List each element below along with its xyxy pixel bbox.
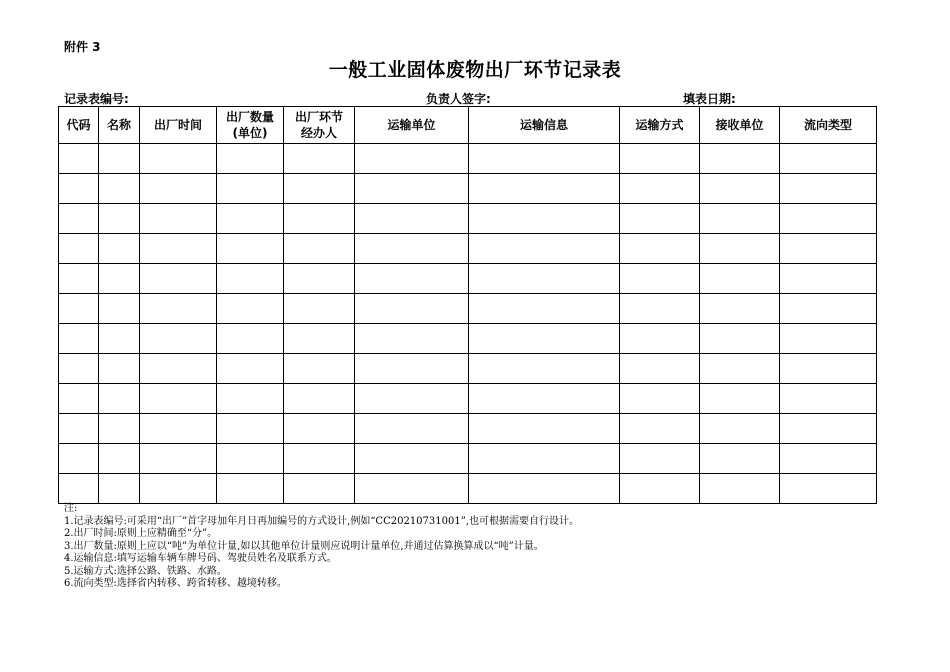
table-cell[interactable] [469, 174, 620, 204]
table-cell[interactable] [217, 144, 284, 174]
table-cell[interactable] [99, 324, 140, 354]
table-cell[interactable] [99, 444, 140, 474]
table-cell[interactable] [620, 144, 700, 174]
table-cell[interactable] [99, 144, 140, 174]
table-cell[interactable] [700, 384, 780, 414]
table-cell[interactable] [620, 174, 700, 204]
table-cell[interactable] [620, 324, 700, 354]
table-cell[interactable] [700, 144, 780, 174]
note-item: 4.运输信息:填写运输车辆车牌号码、驾驶员姓名及联系方式。 [64, 553, 337, 564]
annex-label: 附件 3 [64, 40, 101, 54]
table-cell[interactable] [59, 234, 99, 264]
column-header-line1: 出厂数量 [225, 110, 274, 124]
table-cell[interactable] [59, 294, 99, 324]
table-cell[interactable] [99, 264, 140, 294]
table-row [59, 294, 877, 324]
column-header [700, 107, 780, 144]
table-cell[interactable] [780, 444, 877, 474]
table-cell[interactable] [700, 204, 780, 234]
table-cell[interactable] [284, 474, 355, 504]
note-item: 6.流向类型:选择省内转移、跨省转移、越境转移。 [64, 578, 287, 589]
table-cell[interactable] [355, 174, 469, 204]
table-cell[interactable] [140, 204, 217, 234]
table-cell[interactable] [780, 294, 877, 324]
table-cell[interactable] [217, 204, 284, 234]
table-cell[interactable] [284, 414, 355, 444]
table-cell[interactable] [59, 204, 99, 234]
table-cell[interactable] [59, 144, 99, 174]
table-cell[interactable] [140, 174, 217, 204]
table-cell[interactable] [620, 234, 700, 264]
table-cell[interactable] [59, 174, 99, 204]
table-cell[interactable] [700, 234, 780, 264]
table-cell[interactable] [780, 414, 877, 444]
column-header [217, 107, 284, 144]
record-table [58, 106, 877, 504]
column-header-line1: 流向类型 [803, 118, 852, 132]
table-cell[interactable] [780, 264, 877, 294]
table-cell[interactable] [355, 474, 469, 504]
table-cell[interactable] [469, 294, 620, 324]
table-cell[interactable] [700, 474, 780, 504]
table-cell[interactable] [99, 354, 140, 384]
table-cell[interactable] [59, 324, 99, 354]
table-cell[interactable] [469, 234, 620, 264]
table-cell[interactable] [140, 414, 217, 444]
table-cell[interactable] [469, 264, 620, 294]
table-cell[interactable] [700, 324, 780, 354]
table-row [59, 264, 877, 294]
table-cell[interactable] [355, 384, 469, 414]
note-item: 5.运输方式:选择公路、铁路、水路。 [64, 565, 227, 577]
table-cell[interactable] [355, 144, 469, 174]
table-cell[interactable] [355, 204, 469, 234]
table-cell[interactable] [780, 204, 877, 234]
table-cell[interactable] [99, 174, 140, 204]
table-cell[interactable] [217, 414, 284, 444]
table-cell[interactable] [355, 414, 469, 444]
table-cell[interactable] [780, 384, 877, 414]
column-header [780, 107, 877, 144]
table-cell[interactable] [217, 264, 284, 294]
table-cell[interactable] [284, 234, 355, 264]
table-cell[interactable] [700, 174, 780, 204]
column-header [284, 107, 355, 144]
table-cell[interactable] [59, 384, 99, 414]
table-cell[interactable] [140, 234, 217, 264]
table-cell[interactable] [217, 354, 284, 384]
table-cell[interactable] [217, 294, 284, 324]
table-cell[interactable] [355, 324, 469, 354]
table-row [59, 384, 877, 414]
table-cell[interactable] [780, 474, 877, 504]
table-cell[interactable] [700, 354, 780, 384]
table-cell[interactable] [620, 474, 700, 504]
table-cell[interactable] [284, 174, 355, 204]
table-cell[interactable] [284, 354, 355, 384]
notes-section [64, 503, 579, 591]
table-row [59, 354, 877, 384]
table-cell[interactable] [469, 384, 620, 414]
table-cell[interactable] [620, 384, 700, 414]
column-header-line1: 运输方式 [635, 118, 684, 132]
table-cell[interactable] [99, 234, 140, 264]
column-header [140, 107, 217, 144]
column-header-line1: 出厂环节 [294, 110, 343, 124]
column-header-line1: 运输单位 [387, 118, 436, 132]
table-cell[interactable] [99, 474, 140, 504]
table-cell[interactable] [469, 414, 620, 444]
table-cell[interactable] [217, 324, 284, 354]
table-body [59, 144, 877, 504]
table-cell[interactable] [59, 444, 99, 474]
table-cell[interactable] [217, 444, 284, 474]
table-cell[interactable] [355, 354, 469, 384]
table-cell[interactable] [780, 354, 877, 384]
table-cell[interactable] [140, 324, 217, 354]
table-cell[interactable] [469, 444, 620, 474]
column-header [99, 107, 140, 144]
table-cell[interactable] [99, 204, 140, 234]
column-header-line1: 接收单位 [715, 118, 764, 132]
notes-heading: 注: [64, 503, 78, 514]
table-cell[interactable] [355, 294, 469, 324]
table-row [59, 204, 877, 234]
table-cell[interactable] [700, 444, 780, 474]
note-item: 3.出厂数量:原则上应以“吨”为单位计量,如以其他单位计量则应说明计量单位,并通过估算换算成以“吨”计量。 [64, 540, 544, 552]
table-cell[interactable] [140, 384, 217, 414]
table-cell[interactable] [700, 294, 780, 324]
table-cell[interactable] [355, 264, 469, 294]
table-cell[interactable] [140, 354, 217, 384]
column-header-line1: 名称 [106, 118, 131, 132]
table-row [59, 324, 877, 354]
table-cell[interactable] [140, 264, 217, 294]
note-item: 2.出厂时间:原则上应精确至“分”。 [64, 528, 218, 539]
table-row [59, 144, 877, 174]
table-cell[interactable] [469, 354, 620, 384]
page-title: 一般工业固体废物出厂环节记录表 [328, 59, 622, 81]
table-cell[interactable] [140, 474, 217, 504]
table-row [59, 174, 877, 204]
table-cell[interactable] [780, 234, 877, 264]
table-cell[interactable] [780, 144, 877, 174]
table-cell[interactable] [620, 354, 700, 384]
table-cell[interactable] [140, 294, 217, 324]
column-header [59, 107, 99, 144]
table-cell[interactable] [59, 414, 99, 444]
column-header [469, 107, 620, 144]
table-cell[interactable] [284, 204, 355, 234]
note-item: 1.记录表编号:可采用“出厂”首字母加年月日再加编号的方式设计,例如“CC20210731001”,也可根据需要自行设计。 [64, 515, 580, 527]
table-cell[interactable] [620, 204, 700, 234]
table-cell[interactable] [620, 294, 700, 324]
column-header [620, 107, 700, 144]
responsible-signature-label: 负责人签字: [426, 92, 491, 106]
column-header-line1: 运输信息 [519, 118, 568, 132]
column-header-line2: (单位) [232, 126, 268, 140]
table-cell[interactable] [284, 384, 355, 414]
table-cell[interactable] [620, 264, 700, 294]
table-cell[interactable] [620, 444, 700, 474]
column-header-line1: 代码 [66, 118, 91, 132]
table-cell[interactable] [355, 444, 469, 474]
table-cell[interactable] [140, 444, 217, 474]
table-cell[interactable] [59, 354, 99, 384]
table-cell[interactable] [469, 144, 620, 174]
table-cell[interactable] [217, 474, 284, 504]
table-cell[interactable] [99, 294, 140, 324]
table-cell[interactable] [780, 174, 877, 204]
table-row [59, 234, 877, 264]
table-cell[interactable] [284, 294, 355, 324]
table-cell[interactable] [700, 264, 780, 294]
table-cell[interactable] [700, 414, 780, 444]
table-cell[interactable] [217, 234, 284, 264]
table-header-row [59, 107, 877, 144]
table-cell[interactable] [99, 384, 140, 414]
table-cell[interactable] [217, 174, 284, 204]
table-cell[interactable] [284, 444, 355, 474]
record-number-label: 记录表编号: [64, 92, 129, 106]
table-cell[interactable] [284, 144, 355, 174]
column-header [355, 107, 469, 144]
table-cell[interactable] [284, 324, 355, 354]
table-row [59, 474, 877, 504]
table-cell[interactable] [780, 324, 877, 354]
table-cell[interactable] [469, 474, 620, 504]
table-cell[interactable] [59, 264, 99, 294]
column-header-line2: 经办人 [300, 126, 337, 140]
table-cell[interactable] [355, 234, 469, 264]
table-cell[interactable] [59, 474, 99, 504]
table-row [59, 444, 877, 474]
table-cell[interactable] [469, 204, 620, 234]
fill-date-label: 填表日期: [683, 92, 736, 106]
table-cell[interactable] [284, 264, 355, 294]
table-row [59, 414, 877, 444]
table-cell[interactable] [99, 414, 140, 444]
column-header-line1: 出厂时间 [153, 118, 202, 132]
table-cell[interactable] [620, 414, 700, 444]
table-cell[interactable] [469, 324, 620, 354]
table-cell[interactable] [217, 384, 284, 414]
table-cell[interactable] [140, 144, 217, 174]
